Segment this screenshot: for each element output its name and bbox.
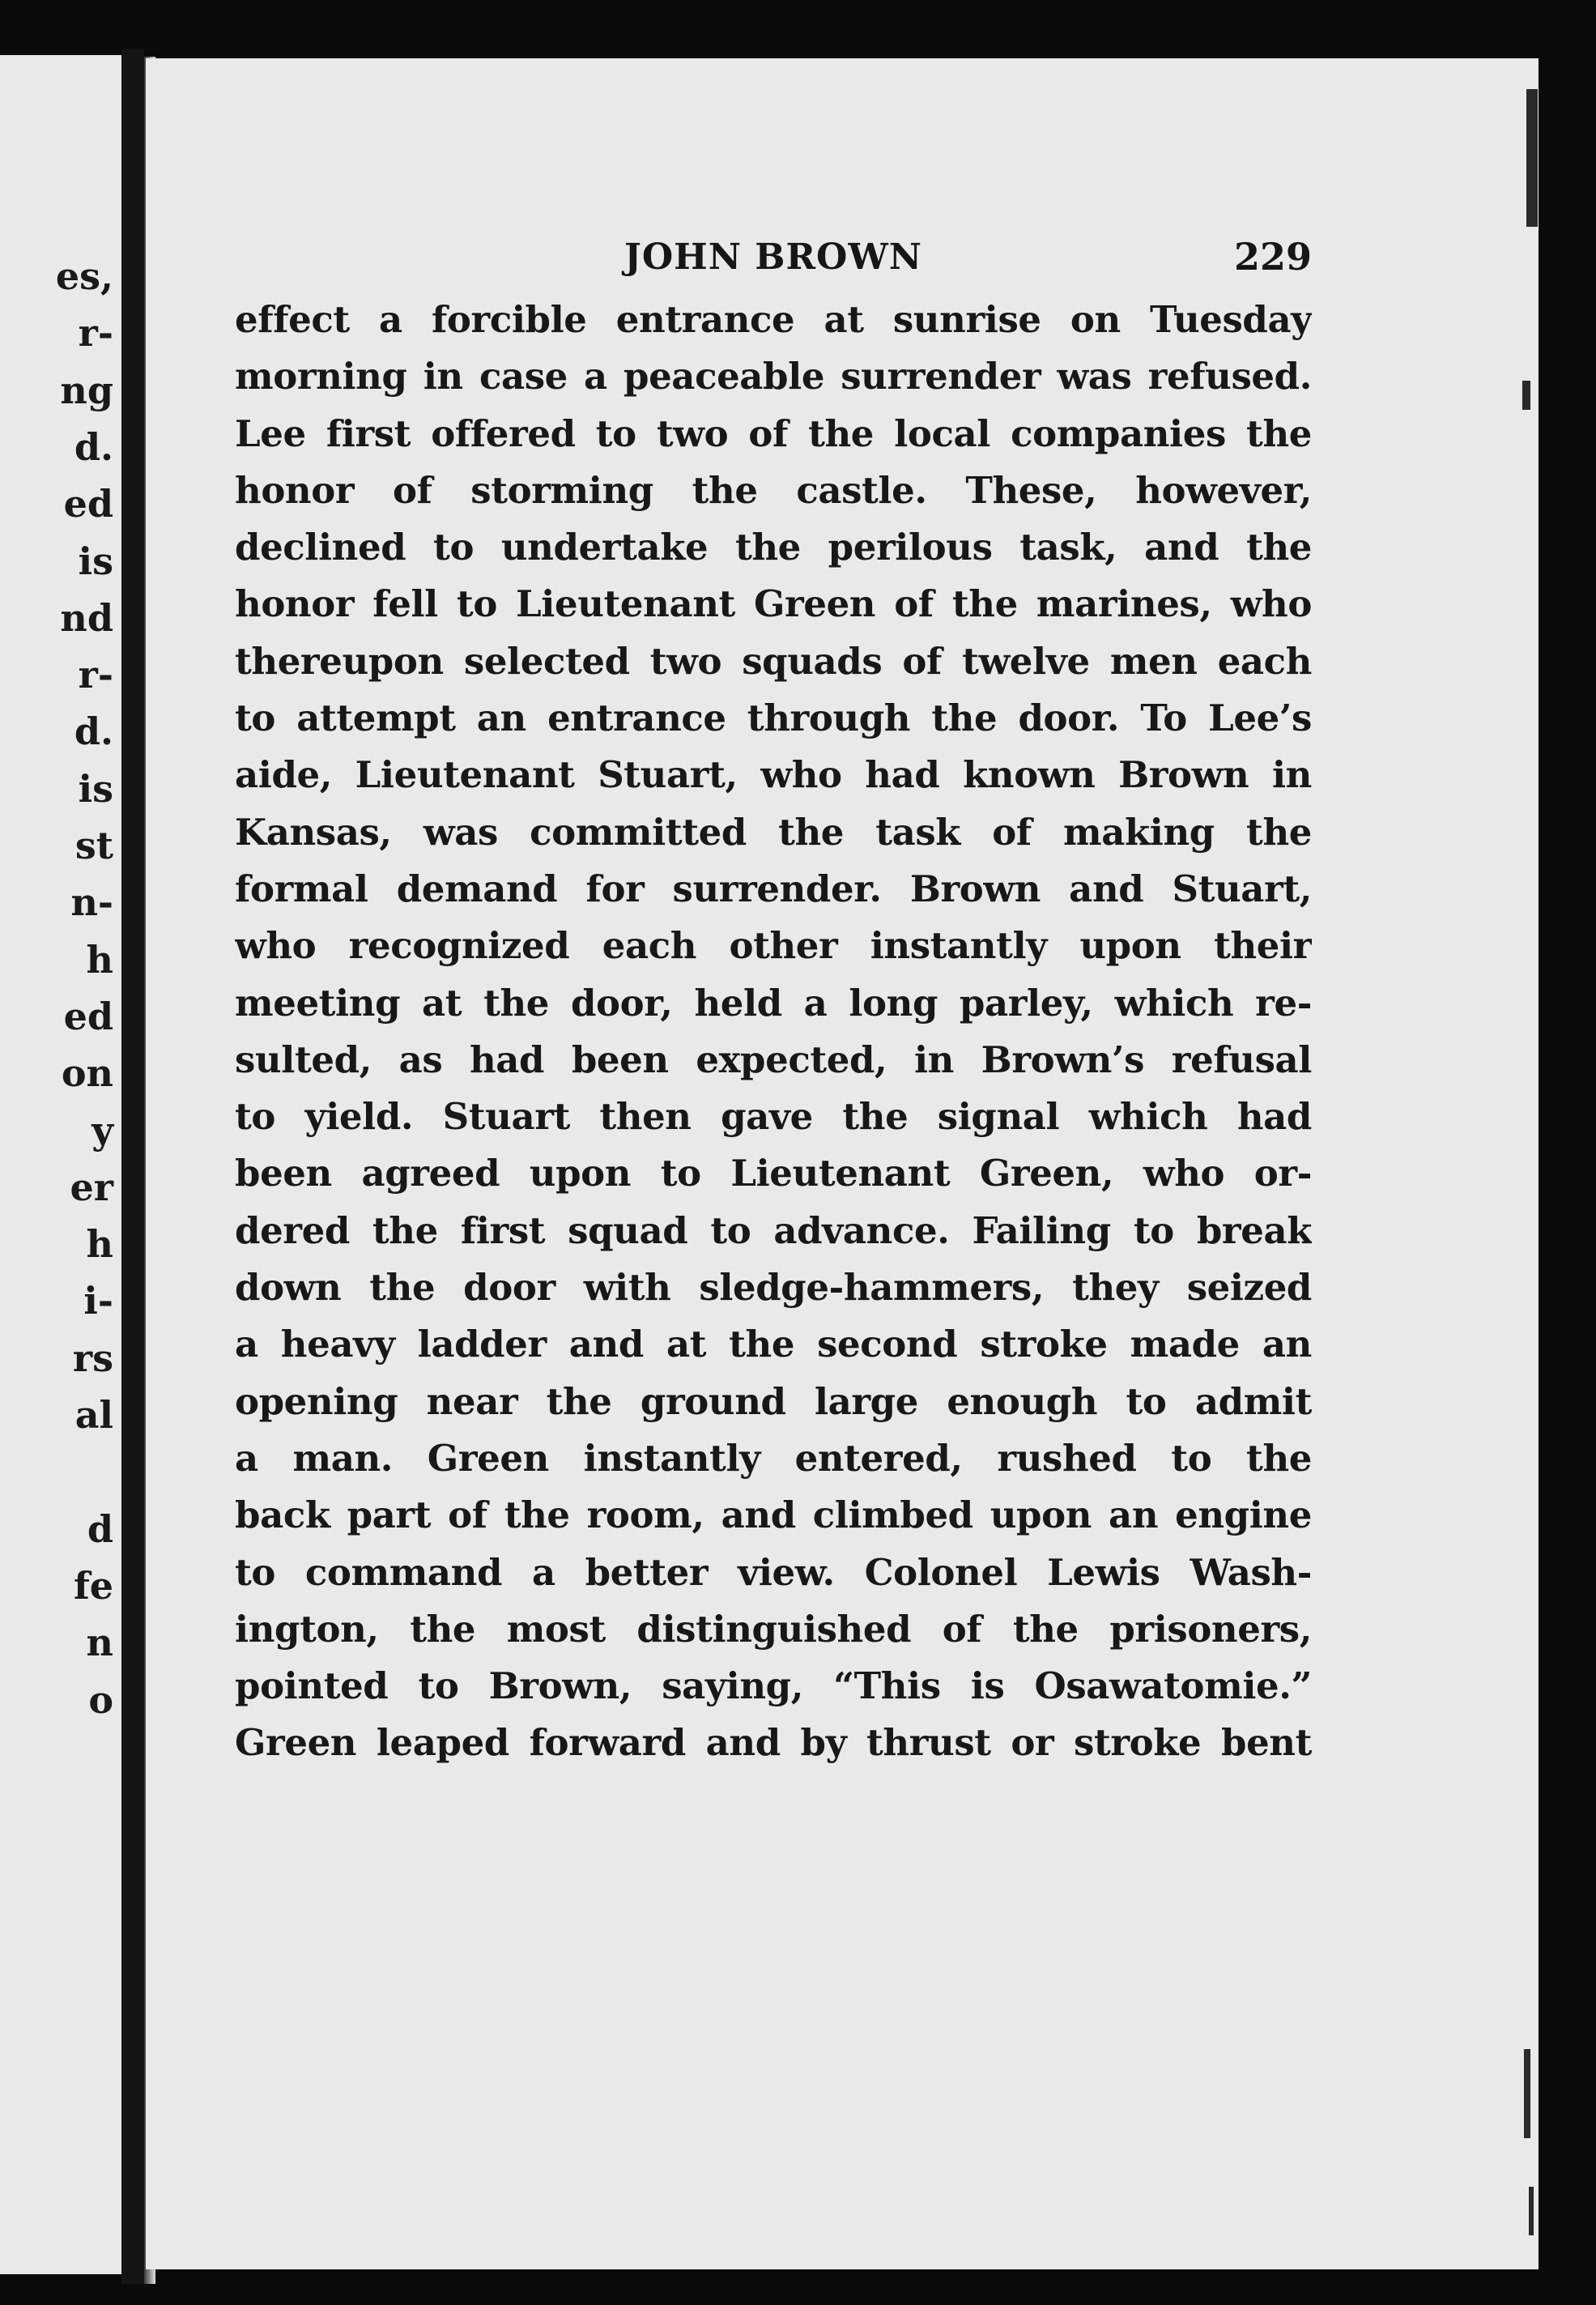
text-line: honor fell to Lieutenant Green of the marines, who (235, 582, 1312, 626)
text-line: ington, the most distinguished of the prisoners, (235, 1607, 1312, 1651)
book-gutter (121, 49, 144, 2284)
previous-page-line-fragment: h (86, 1222, 113, 1267)
previous-page-line-fragment: ng (60, 368, 113, 412)
text-line: dered the first squad to advance. Failing to break (235, 1208, 1312, 1252)
previous-page-line-fragment: h (86, 937, 113, 982)
scan-artifact (1526, 89, 1538, 227)
scan-artifact (1522, 381, 1530, 410)
previous-page-line-fragment: ed (63, 994, 113, 1038)
previous-page-line-fragment: y (92, 1108, 113, 1152)
previous-page-line-fragment: d. (74, 424, 113, 469)
previous-page-line-fragment: i- (83, 1279, 113, 1323)
previous-page-line-fragment: r- (78, 311, 113, 356)
previous-page-line-fragment: es, (55, 254, 113, 298)
previous-page-line-fragment: nd (60, 595, 113, 640)
previous-page-line-fragment: fe (73, 1563, 113, 1608)
previous-page-line-fragment: st (74, 824, 113, 867)
running-title: JOHN BROWN (624, 236, 922, 278)
previous-page-line-fragment: is (78, 766, 113, 811)
previous-page-sliver (0, 55, 121, 2274)
previous-page-line-fragment: on (61, 1051, 113, 1096)
previous-page-line-fragment: n (86, 1621, 113, 1665)
book-page (146, 58, 1539, 2269)
text-line: who recognized each other instantly upon their (235, 924, 1312, 968)
text-line: honor of storming the castle. These, however, (235, 468, 1312, 512)
previous-page-line-fragment: d (87, 1506, 113, 1551)
scan-artifact (1529, 2187, 1534, 2235)
text-line: Green leaped forward and by thrust or stroke bent (235, 1721, 1312, 1765)
text-line: morning in case a peaceable surrender was refused. (235, 355, 1312, 398)
text-line: down the door with sledge-hammers, they seized (235, 1266, 1312, 1310)
page-number: 229 (1233, 235, 1312, 279)
previous-page-line-fragment: al (74, 1393, 113, 1437)
previous-page-line-fragment: d. (74, 709, 113, 754)
text-line: to yield. Stuart then gave the signal which had (235, 1095, 1312, 1139)
text-line: back part of the room, and climbed upon an engine (235, 1493, 1312, 1537)
text-line: to command a better view. Colonel Lewis Wash- (235, 1550, 1312, 1594)
running-head (235, 228, 1312, 285)
text-line: aide, Lieutenant Stuart, who had known Brown in (235, 753, 1312, 797)
text-line: Kansas, was committed the task of making the (235, 810, 1312, 854)
previous-page-line-fragment: er (70, 1165, 113, 1209)
text-line: opening near the ground large enough to admit (235, 1379, 1312, 1423)
text-line: Lee first offered to two of the local companies the (235, 411, 1312, 455)
previous-page-line-fragment: rs (72, 1336, 113, 1380)
previous-page-line-fragment: ed (63, 482, 113, 526)
body-text (235, 292, 1312, 1772)
text-line: declined to undertake the perilous task, and the (235, 526, 1312, 569)
text-line: pointed to Brown, saying, “This is Osawatomie.” (235, 1664, 1312, 1708)
text-line: sulted, as had been expected, in Brown’s refusal (235, 1037, 1312, 1081)
text-line: to attempt an entrance through the door. To Lee’s (235, 697, 1312, 740)
text-line: a man. Green instantly entered, rushed to the (235, 1436, 1312, 1480)
previous-page-line-fragment: n- (70, 880, 113, 925)
previous-page-line-fragment: o (88, 1677, 113, 1722)
text-line: effect a forcible entrance at sunrise on Tuesday (235, 298, 1312, 341)
text-line: meeting at the door, held a long parley, which re- (235, 981, 1312, 1025)
text-line: been agreed upon to Lieutenant Green, who or- (235, 1152, 1312, 1195)
previous-page-line-fragment: r- (78, 653, 113, 697)
text-line: formal demand for surrender. Brown and Stuart, (235, 867, 1312, 910)
text-line: thereupon selected two squads of twelve men each (235, 639, 1312, 683)
scan-artifact (1524, 2049, 1530, 2138)
previous-page-line-fragment: is (78, 539, 113, 583)
text-line: a heavy ladder and at the second stroke made an (235, 1323, 1312, 1366)
